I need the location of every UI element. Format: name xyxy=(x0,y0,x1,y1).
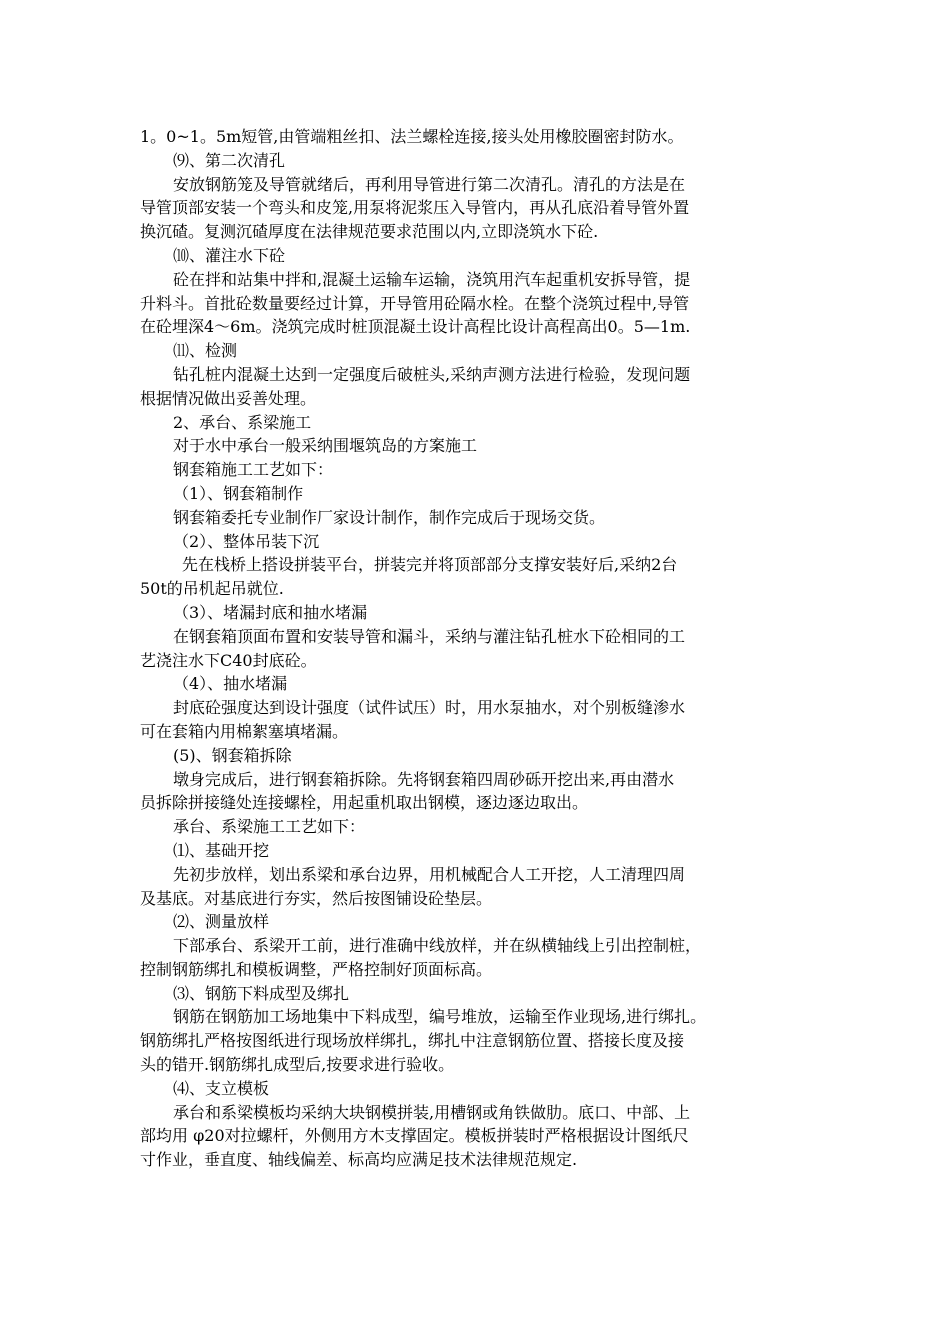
section-heading: ⑵、测量放样 xyxy=(173,912,270,932)
text-line: 砼在拌和站集中拌和,混凝土运输车运输，浇筑用汽车起重机安拆导管，提 xyxy=(173,269,691,289)
text-line: 寸作业，垂直度、轴线偏差、标高均应满足技术法律规范规定. xyxy=(140,1150,578,1170)
section-heading: ⑷、支立模板 xyxy=(173,1078,270,1098)
section-heading: （3）、堵漏封底和抽水堵漏 xyxy=(173,602,368,622)
text-line: 控制钢筋绑扎和模板调整，严格控制好顶面标高。 xyxy=(140,959,493,979)
section-heading: (5)、钢套箱拆除 xyxy=(173,745,292,765)
section-heading: （2）、整体吊装下沉 xyxy=(173,531,320,551)
text-line: 及基底。对基底进行夯实，然后按图铺设砼垫层。 xyxy=(140,888,493,908)
text-line: 换沉碴。复测沉碴厚度在法律规范要求范围以内,立即浇筑水下砼. xyxy=(140,222,599,242)
section-heading: ⑴、基础开挖 xyxy=(173,840,270,860)
section-heading: （1）、钢套箱制作 xyxy=(173,483,304,503)
text-line: 先初步放样，划出系梁和承台边界，用机械配合人工开挖，人工清理四周 xyxy=(173,864,686,884)
text-line: 头的错开.钢筋绑扎成型后,按要求进行验收。 xyxy=(140,1055,455,1075)
section-heading: ⑾、检测 xyxy=(173,341,238,361)
text-line: 50t的吊机起吊就位. xyxy=(140,579,284,599)
text-line: 钢套箱施工工艺如下： xyxy=(173,460,334,480)
text-line: 钻孔桩内混凝土达到一定强度后破桩头,采纳声测方法进行检验，发现问题 xyxy=(173,364,691,384)
text-line: 墩身完成后，进行钢套箱拆除。先将钢套箱四周砂砾开挖出来,再由潜水 xyxy=(173,769,675,789)
text-line: 先在栈桥上搭设拼装平台，拼装完并将顶部部分支撑安装好后,采纳2台 xyxy=(182,555,678,575)
section-heading: 2、承台、系梁施工 xyxy=(173,412,312,432)
text-line: 员拆除拼接缝处连接螺栓，用起重机取出钢模，逐边逐边取出。 xyxy=(140,793,589,813)
section-heading: ⑽、灌注水下砼 xyxy=(173,245,286,265)
text-line: 对于水中承台一般采纳围堰筑岛的方案施工 xyxy=(173,436,478,456)
section-heading: ⑶、钢筋下料成型及绑扎 xyxy=(173,983,350,1003)
text-line: 承台和系梁模板均采纳大块钢模拼装,用槽钢或角铁做肋。底口、中部、上 xyxy=(173,1102,691,1122)
text-line: 在钢套箱顶面布置和安装导管和漏斗，采纳与灌注钻孔桩水下砼相同的工 xyxy=(173,626,686,646)
text-line: 钢筋在钢筋加工场地集中下料成型，编号堆放，运输至作业现场,进行绑扎。 xyxy=(173,1007,707,1027)
section-heading: （4）、抽水堵漏 xyxy=(173,674,288,694)
section-heading: ⑼、第二次清孔 xyxy=(173,150,286,170)
document-body xyxy=(140,125,812,1172)
text-line: 部均用 φ20对拉螺杆，外侧用方木支撑固定。模板拼装时严格根据设计图纸尺 xyxy=(140,1126,689,1146)
text-line: 封底砼强度达到设计强度（试件试压）时，用水泵抽水，对个别板缝渗水 xyxy=(173,698,686,718)
text-line: 在砼埋深4～6m。浇筑完成时桩顶混凝土设计高程比设计高程高出0。5—1m. xyxy=(140,317,691,337)
text-line: 下部承台、系梁开工前，进行准确中线放样，并在纵横轴线上引出控制桩， xyxy=(173,936,702,956)
text-line: 艺浇注水下C40封底砼。 xyxy=(140,650,317,670)
text-line: 1。0~1。5m短管,由管端粗丝扣、法兰螺栓连接,接头处用橡胶圈密封防水。 xyxy=(140,127,684,146)
text-line: 承台、系梁施工工艺如下： xyxy=(173,817,366,837)
text-line: 可在套箱内用棉絮塞填堵漏。 xyxy=(140,721,349,741)
text-line: 根据情况做出妥善处理。 xyxy=(140,388,317,408)
text-line: 升料斗。首批砼数量要经过计算，开导管用砼隔水栓。在整个浇筑过程中,导管 xyxy=(140,293,690,313)
text-line: 导管顶部安装一个弯头和皮笼,用泵将泥浆压入导管内，再从孔底沿着导管外置 xyxy=(140,198,690,218)
text-line: 钢筋绑扎严格按图纸进行现场放样绑扎，绑扎中注意钢筋位置、搭接长度及接 xyxy=(140,1031,685,1051)
text-line: 钢套箱委托专业制作厂家设计制作，制作完成后于现场交货。 xyxy=(173,507,606,527)
text-line: 安放钢筋笼及导管就绪后，再利用导管进行第二次清孔。清孔的方法是在 xyxy=(173,174,686,194)
